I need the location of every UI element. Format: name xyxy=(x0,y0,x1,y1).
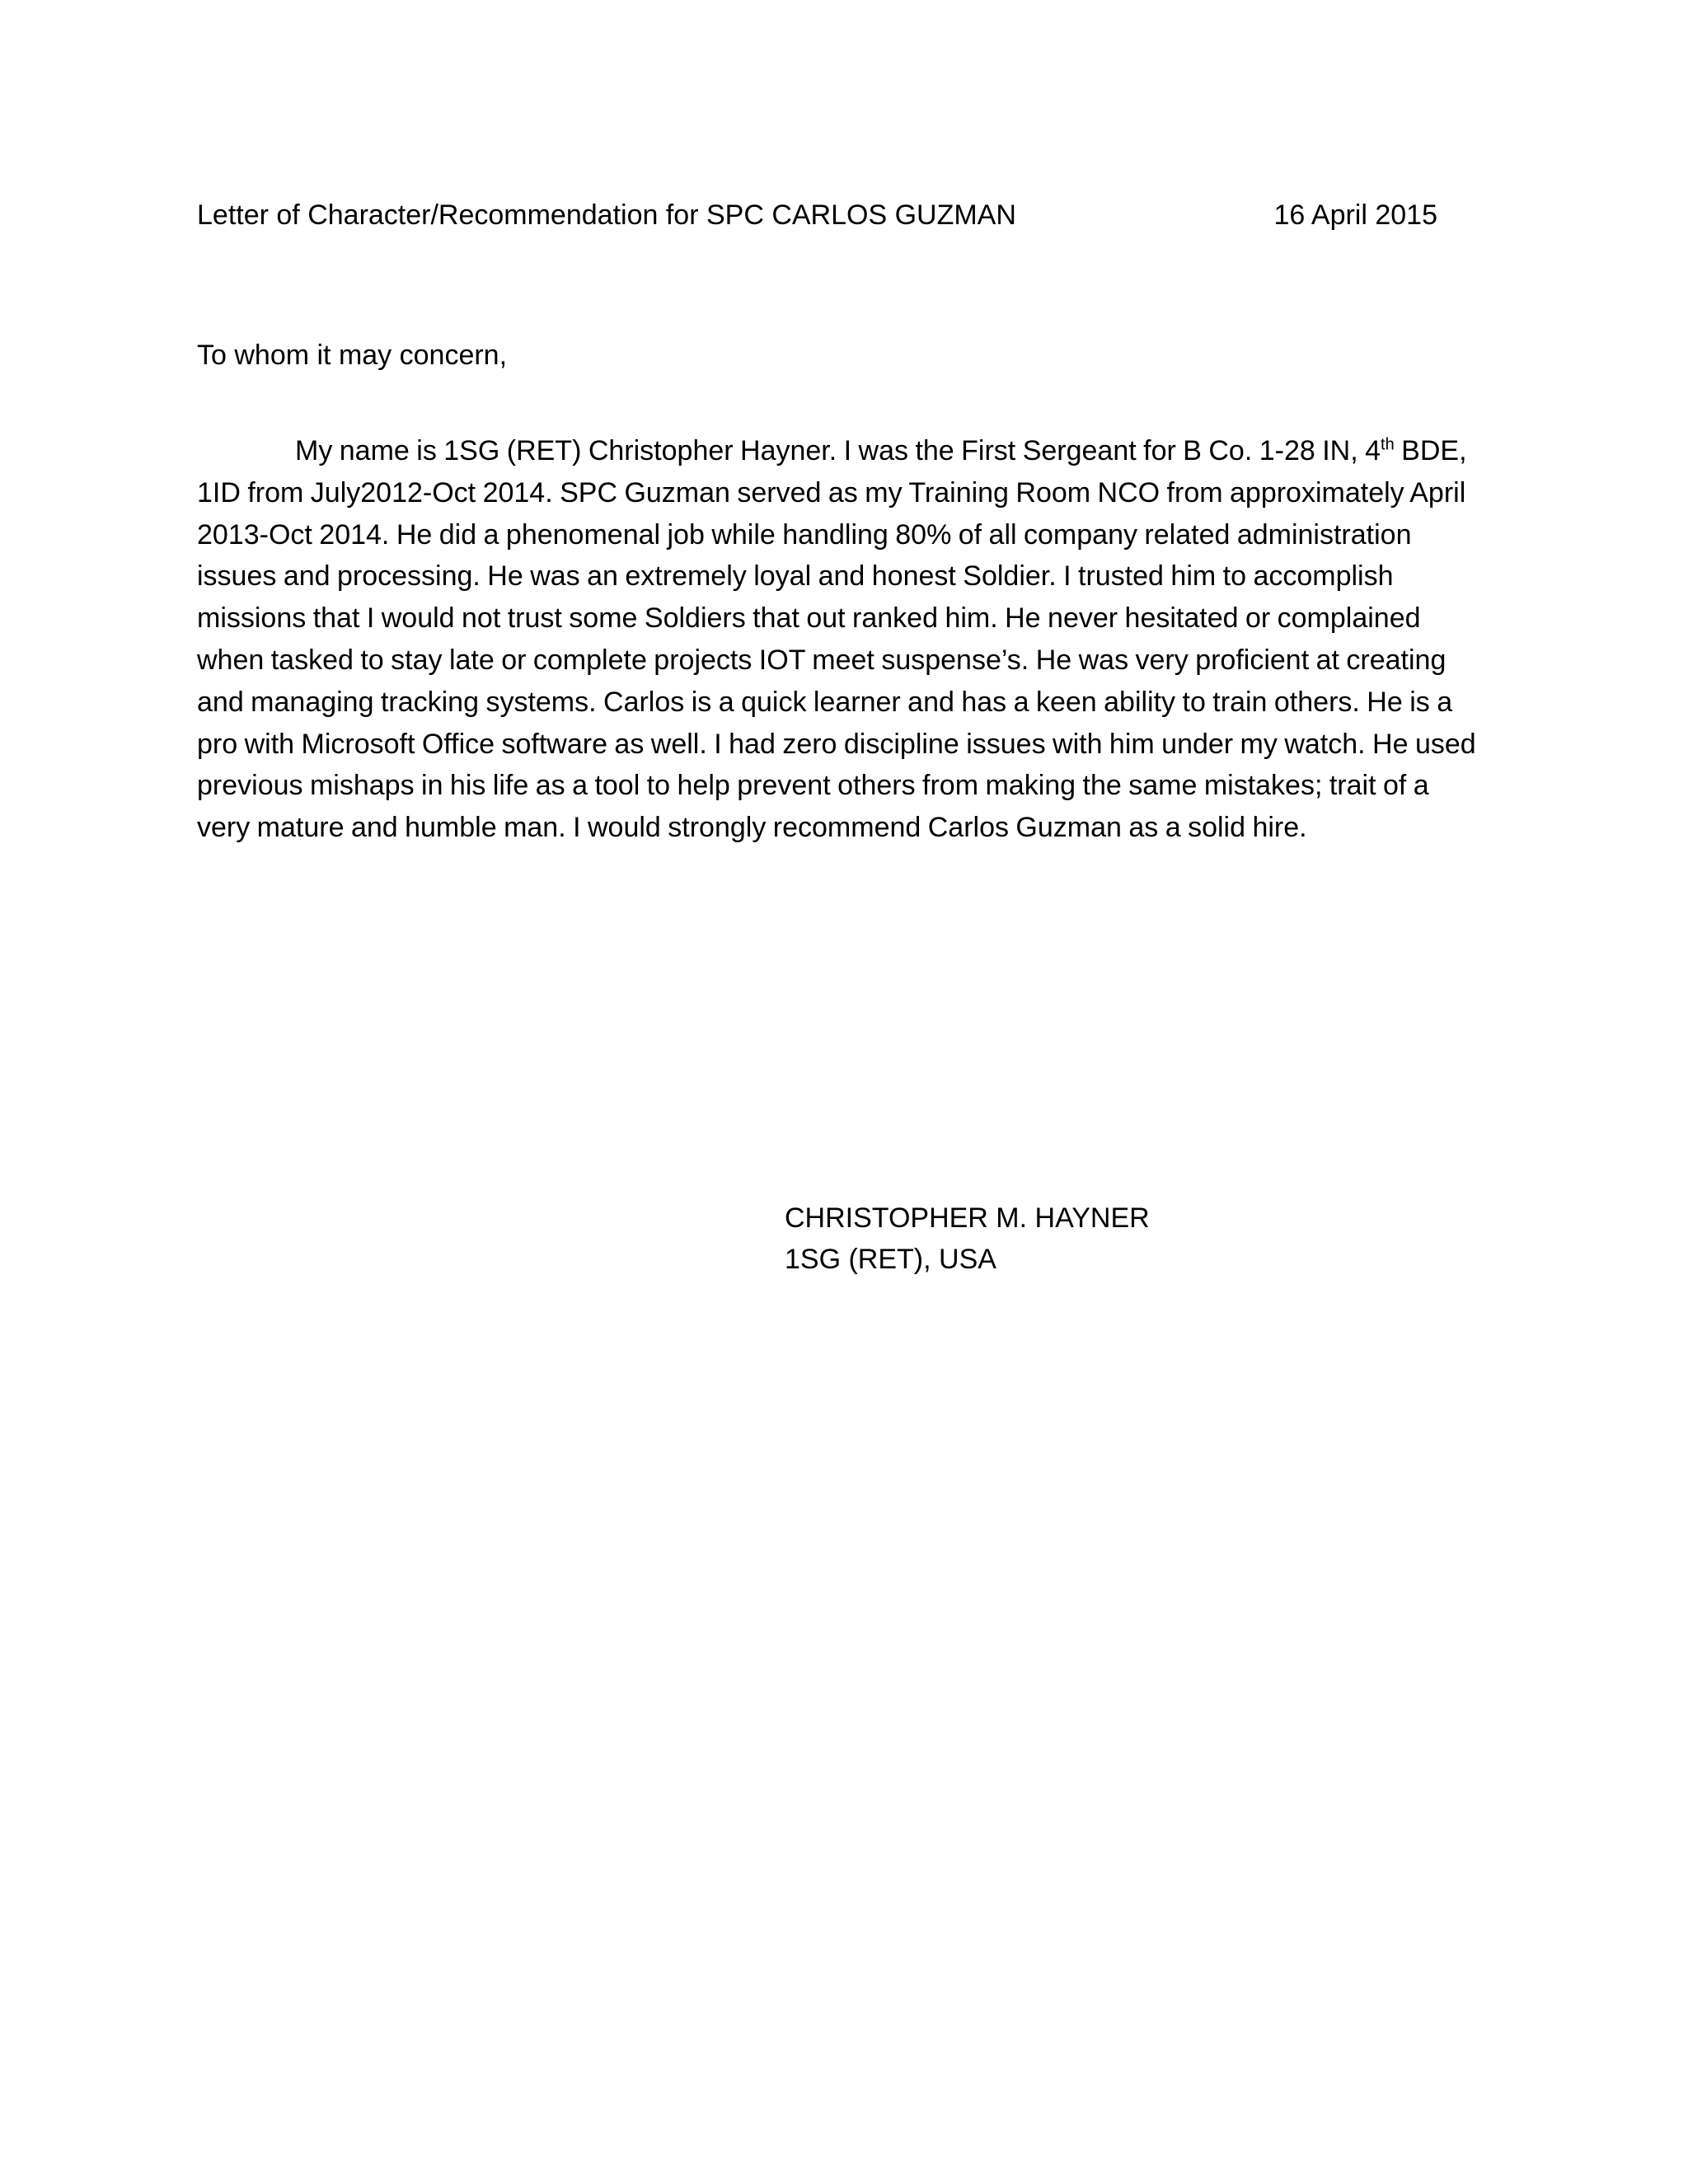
body-text-part-1: My name is 1SG (RET) Christopher Hayner. I was the First Sergeant for B Co. 1-28 IN, 4 xyxy=(295,435,1381,466)
signature-block xyxy=(785,1197,1150,1280)
body-text-part-2: BDE, 1ID from July2012-Oct 2014. SPC Guzman served as my Training Room NCO from approximately April 2013-Oct 2014. He did a phenomenal job while handling 80% of all company related administration issues and processing. He was an extremely loyal and honest Soldier. I trusted him to accomplish missions that I would not trust some Soldiers that out ranked him. He never hesitated or complained when tasked to stay late or complete projects IOT meet suspense’s. He was very proficient at creating and managing tracking systems. Carlos is a quick learner and has a keen ability to train others. He is a pro with Microsoft Office software as well. I had zero discipline issues with him under my watch. He used previous mishaps in his life as a tool to help prevent others from making the same mistakes; trait of a very mature and humble man. I would strongly recommend Carlos Guzman as a solid hire. xyxy=(197,435,1476,844)
ordinal-suffix: th xyxy=(1381,435,1395,454)
signature-title: 1SG (RET), USA xyxy=(785,1244,996,1275)
signature-name: CHRISTOPHER M. HAYNER xyxy=(785,1202,1150,1234)
salutation: To whom it may concern, xyxy=(197,340,508,371)
letter-body xyxy=(197,430,1483,849)
letter-subject: Letter of Character/Recommendation for SPC CARLOS GUZMAN xyxy=(197,199,1016,231)
letter-date: 16 April 2015 xyxy=(1273,199,1437,231)
